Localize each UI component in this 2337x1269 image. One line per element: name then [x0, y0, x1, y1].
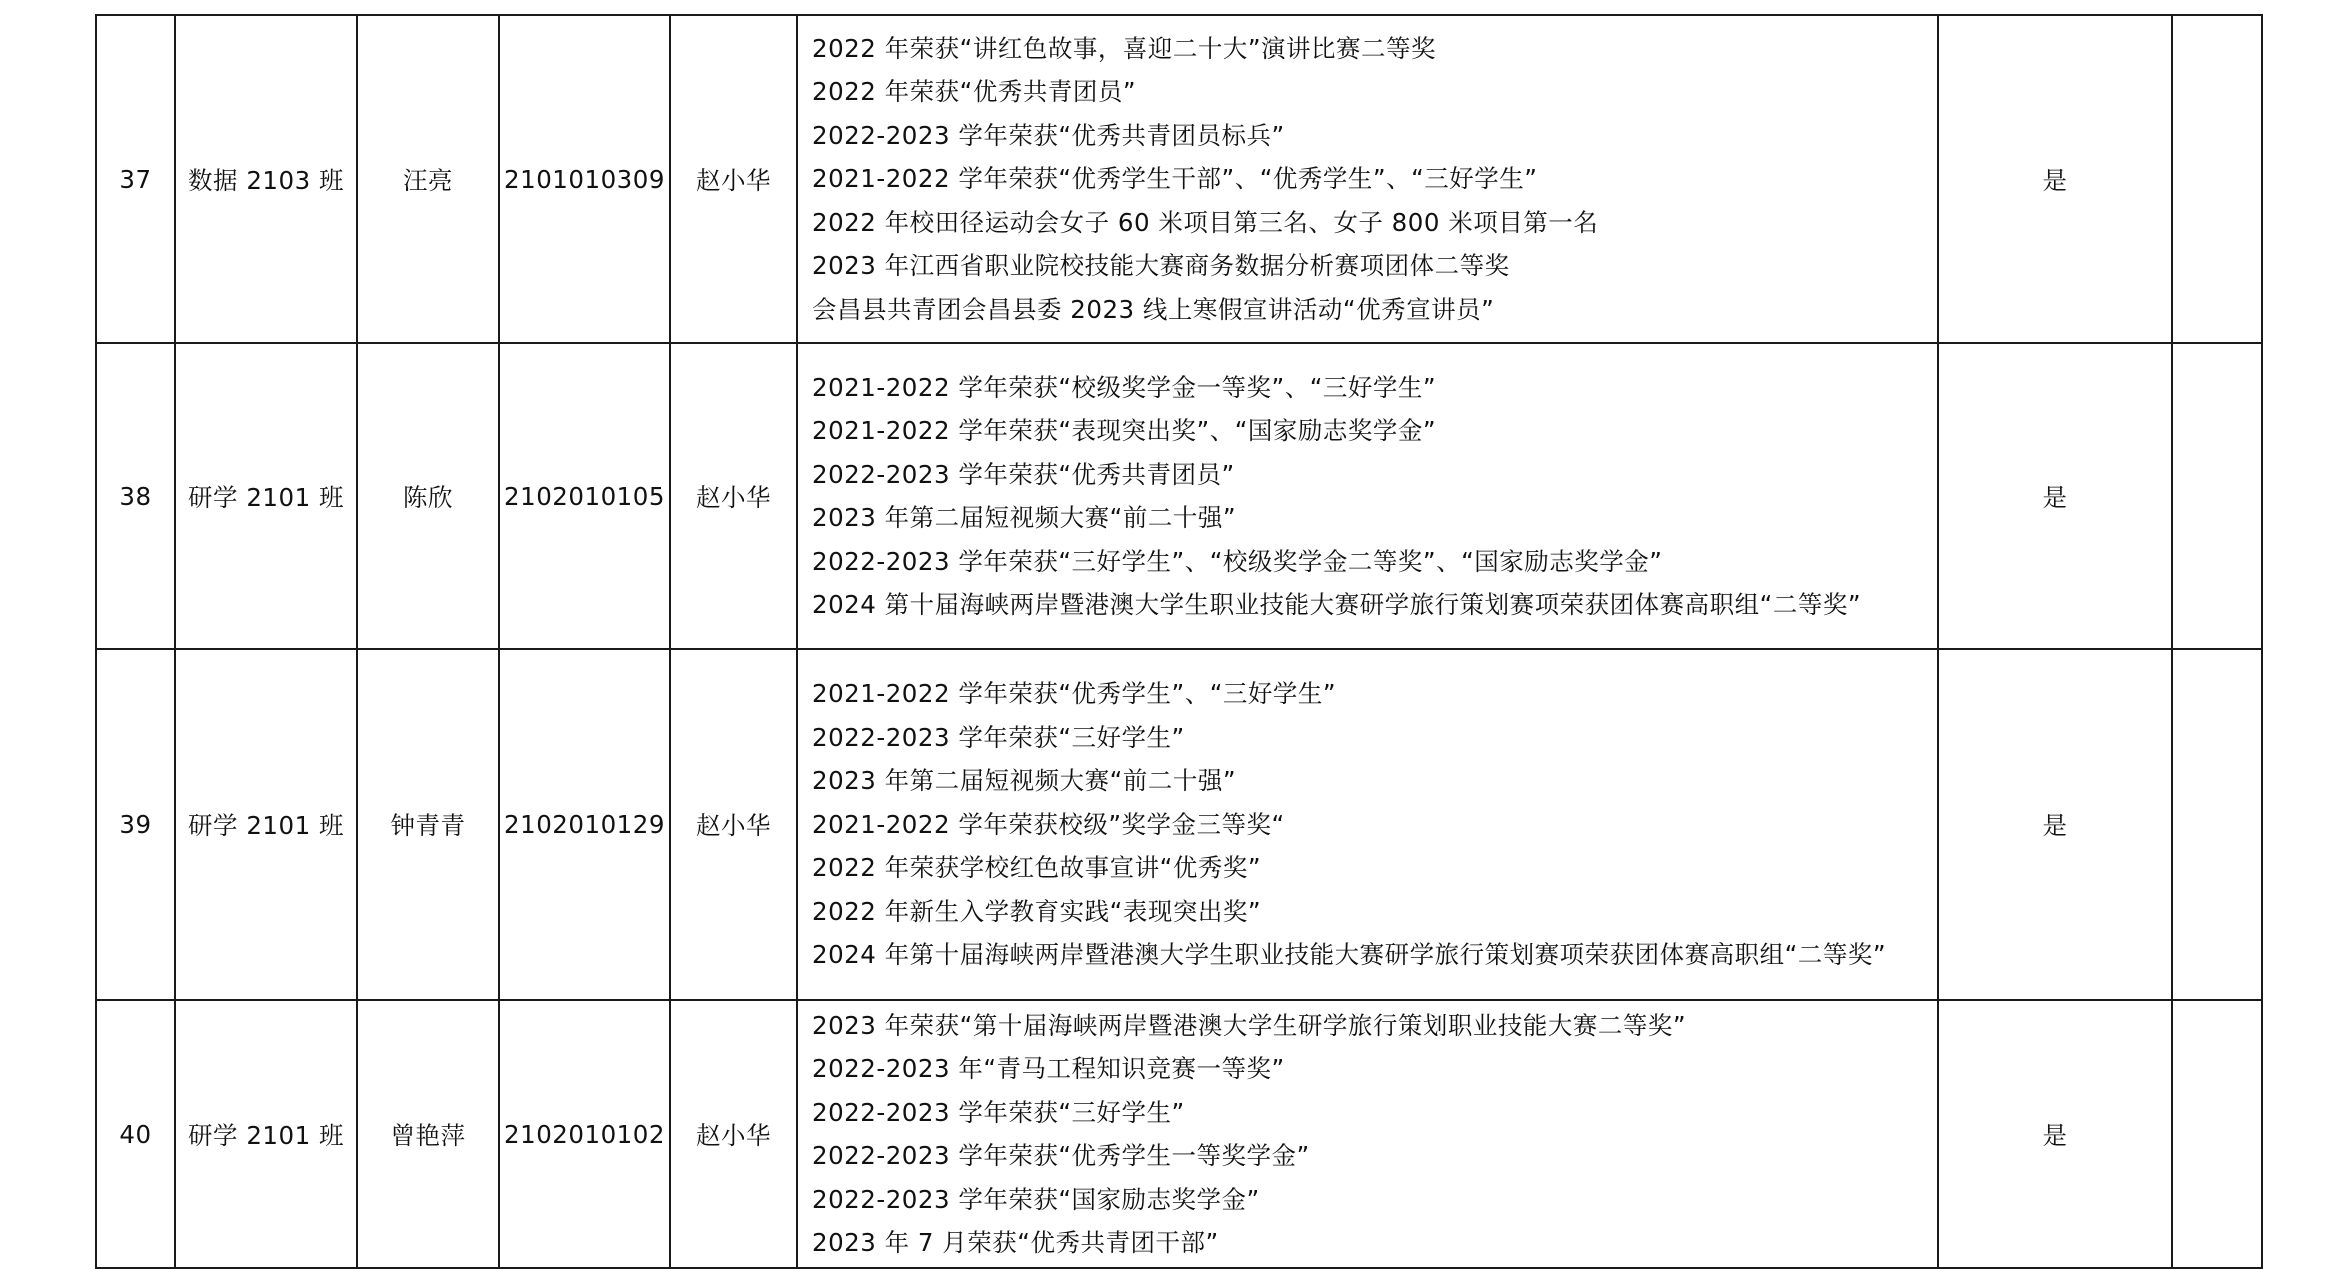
- award-line: 2021-2022 学年荣获“表现突出奖”、“国家励志奖学金”: [812, 416, 1437, 445]
- student-name: 曾艳萍: [357, 1000, 499, 1268]
- award-line: 2022-2023 学年荣获“国家励志奖学金”: [812, 1184, 1260, 1214]
- award-line: 2021-2022 学年荣获“校级奖学金一等奖”、“三好学生”: [812, 372, 1437, 402]
- award-line: 2022-2023 学年荣获“三好学生”: [812, 722, 1185, 752]
- tutor-name: 赵小华: [670, 1000, 797, 1268]
- award-line: 会昌县共青团会昌县委 2023 线上寒假宣讲活动“优秀宣讲员”: [812, 294, 1495, 324]
- class-name: 数据 2103 班: [175, 15, 357, 343]
- remarks-cell: [2172, 649, 2262, 1000]
- awards-cell: [797, 343, 1938, 649]
- student-id: 2102010102: [499, 1000, 670, 1268]
- student-name: 钟青青: [357, 649, 499, 1000]
- table-row: [96, 1000, 2262, 1268]
- row-number: 39: [96, 649, 175, 1000]
- table-row: [96, 649, 2262, 1000]
- remarks-cell: [2172, 1000, 2262, 1268]
- award-line: 2024 年第十届海峡两岸暨港澳大学生职业技能大赛研学旅行策划赛项荣获团体赛高职组“二等奖”: [812, 940, 1887, 970]
- remarks-cell: [2172, 15, 2262, 343]
- award-line: 2023 年第二届短视频大赛“前二十强”: [812, 766, 1237, 796]
- award-line: 2021-2022 学年荣获校级”奖学金三等奖“: [812, 809, 1285, 839]
- table-row: [96, 343, 2262, 649]
- class-name: 研学 2101 班: [175, 649, 357, 1000]
- tutor-name: 赵小华: [670, 343, 797, 649]
- row-number: 40: [96, 1000, 175, 1268]
- student-name: 汪亮: [357, 15, 499, 343]
- class-name: 研学 2101 班: [175, 343, 357, 649]
- award-line: 2022-2023 学年荣获“优秀共青团员标兵”: [812, 120, 1285, 150]
- award-line: 2022-2023 学年荣获“三好学生”、“校级奖学金二等奖”、“国家励志奖学金”: [812, 546, 1663, 576]
- qualified-flag: 是: [1938, 15, 2172, 343]
- qualified-flag: 是: [1938, 343, 2172, 649]
- award-line: 2022-2023 年“青马工程知识竞赛一等奖”: [812, 1054, 1285, 1083]
- awards-table: [95, 14, 2263, 1269]
- qualified-flag: 是: [1938, 1000, 2172, 1268]
- award-line: 2022-2023 学年荣获“优秀学生一等奖学金”: [812, 1141, 1310, 1170]
- student-id: 2102010105: [499, 343, 670, 649]
- student-id: 2101010309: [499, 15, 670, 343]
- student-id: 2102010129: [499, 649, 670, 1000]
- row-number: 37: [96, 15, 175, 343]
- tutor-name: 赵小华: [670, 649, 797, 1000]
- award-line: 2021-2022 学年荣获“优秀学生”、“三好学生”: [812, 679, 1337, 709]
- remarks-cell: [2172, 343, 2262, 649]
- table-row: [96, 15, 2262, 343]
- award-line: 2021-2022 学年荣获“优秀学生干部”、“优秀学生”、“三好学生”: [812, 164, 1538, 194]
- qualified-flag: 是: [1938, 649, 2172, 1000]
- award-line: 2024 第十届海峡两岸暨港澳大学生职业技能大赛研学旅行策划赛项荣获团体赛高职组“二等奖”: [812, 590, 1862, 619]
- awards-cell: [797, 649, 1938, 1000]
- award-line: 2022-2023 学年荣获“优秀共青团员”: [812, 459, 1235, 489]
- tutor-name: 赵小华: [670, 15, 797, 343]
- award-line: 2022 年荣获“讲红色故事，喜迎二十大”演讲比赛二等奖: [812, 33, 1437, 63]
- student-name: 陈欣: [357, 343, 499, 649]
- award-line: 2023 年 7 月荣获“优秀共青团干部”: [812, 1228, 1219, 1257]
- awards-cell: [797, 1000, 1938, 1268]
- award-line: 2023 年荣获“第十届海峡两岸暨港澳大学生研学旅行策划职业技能大赛二等奖”: [812, 1010, 1687, 1040]
- award-line: 2022 年荣获学校红色故事宣讲“优秀奖”: [812, 853, 1262, 883]
- award-line: 2022 年校田径运动会女子 60 米项目第三名、女子 800 米项目第一名: [812, 207, 1599, 237]
- award-line: 2023 年江西省职业院校技能大赛商务数据分析赛项团体二等奖: [812, 251, 1510, 281]
- award-line: 2022 年新生入学教育实践“表现突出奖”: [812, 896, 1262, 926]
- row-number: 38: [96, 343, 175, 649]
- class-name: 研学 2101 班: [175, 1000, 357, 1268]
- award-line: 2022-2023 学年荣获“三好学生”: [812, 1097, 1185, 1127]
- award-line: 2022 年荣获“优秀共青团员”: [812, 77, 1137, 107]
- award-line: 2023 年第二届短视频大赛“前二十强”: [812, 503, 1237, 532]
- awards-cell: [797, 15, 1938, 343]
